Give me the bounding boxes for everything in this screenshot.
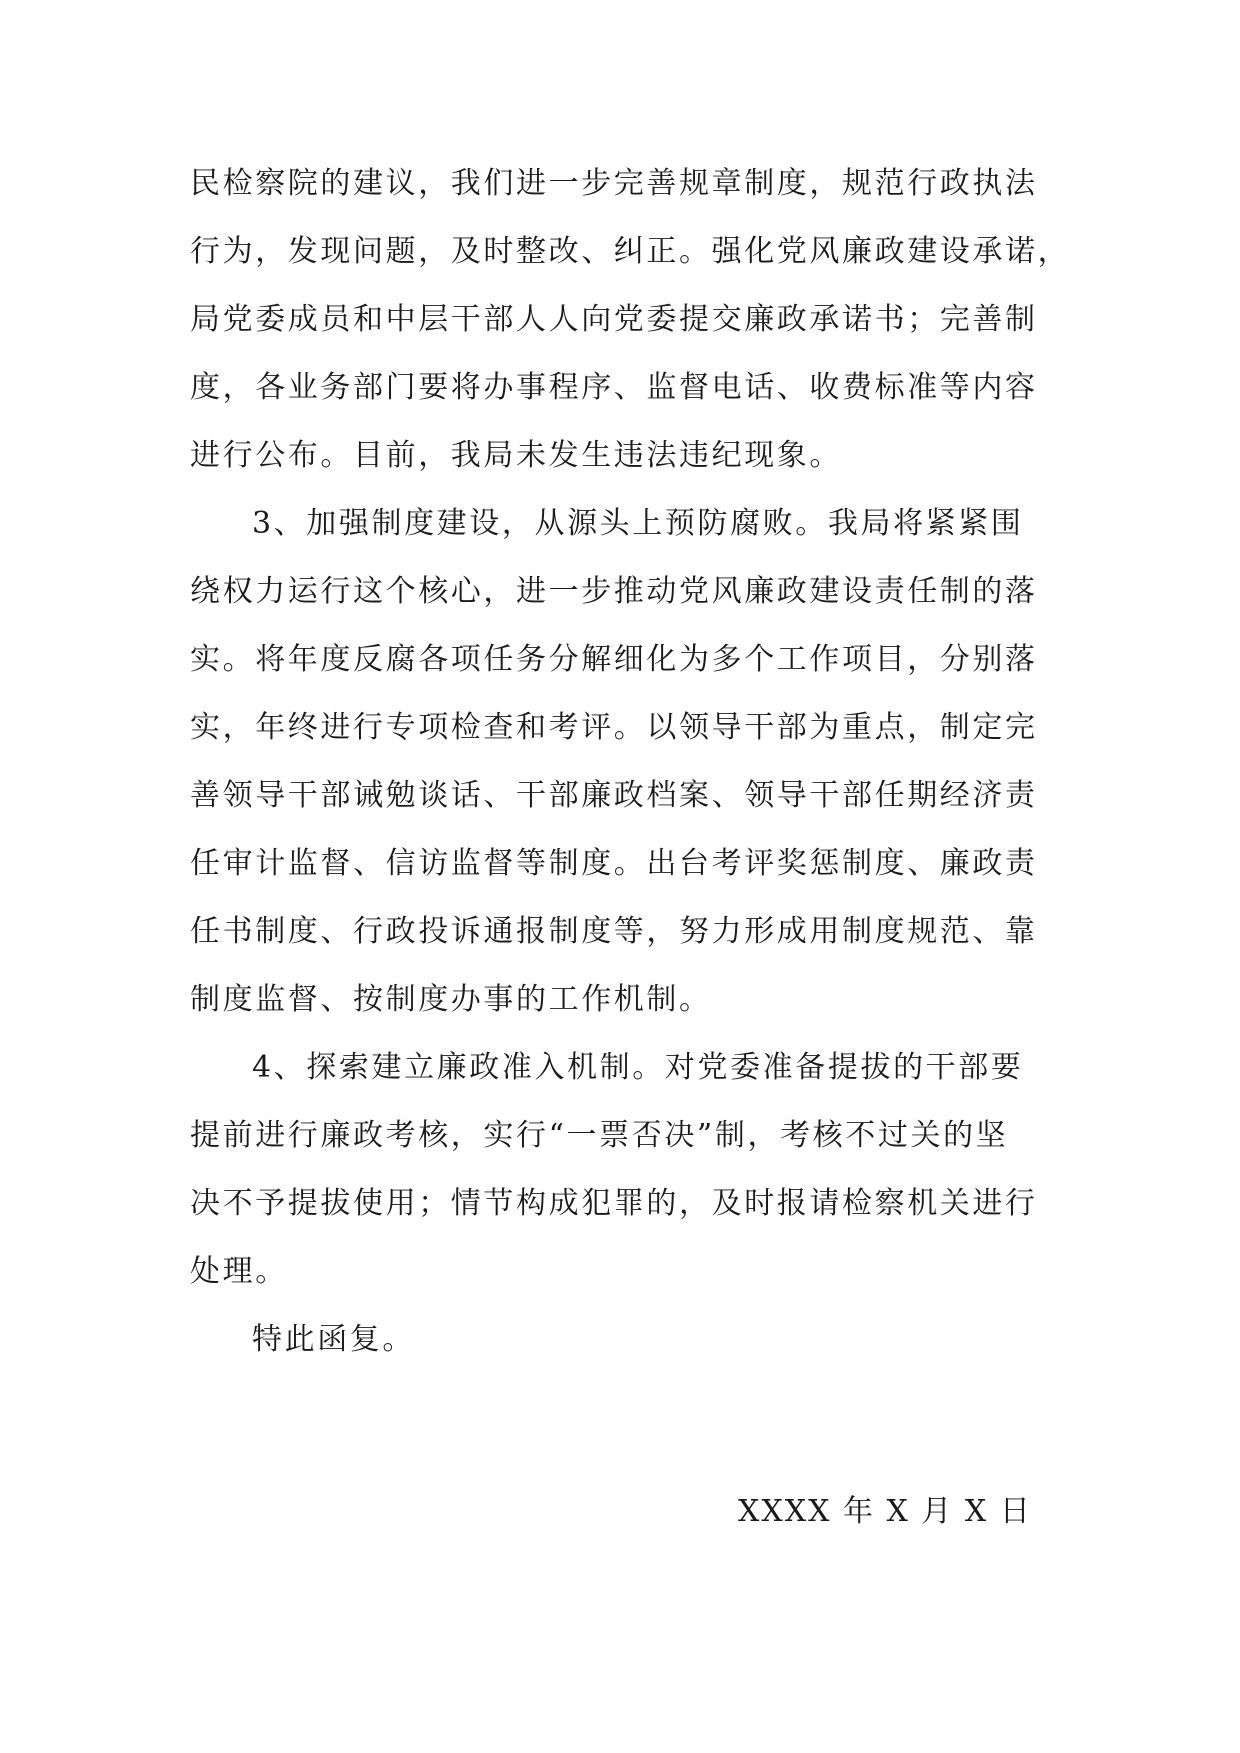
- text-line: 3、加强制度建设，从源头上预防腐败。我局将紧紧围: [252, 506, 1024, 541]
- text-line: 善领导干部诫勉谈话、干部廉政档案、领导干部任期经济责: [190, 778, 1038, 813]
- text-line: 实。将年度反腐各项任务分解细化为多个工作项目，分别落: [190, 642, 1038, 677]
- paragraph-closing: [190, 1306, 1050, 1374]
- text-line: 处理。: [190, 1254, 288, 1289]
- text-line: 绕权力运行这个核心，进一步推动党风廉政建设责任制的落: [190, 574, 1038, 609]
- text-line: 决不予提拔使用；情节构成犯罪的，及时报请检察机关进行: [190, 1186, 1038, 1221]
- paragraph-1: [190, 150, 1071, 490]
- text-line: 任审计监督、信访监督等制度。出台考评奖惩制度、廉政责: [190, 846, 1038, 881]
- paragraph-2: [190, 490, 1050, 1034]
- text-line: 行为，发现问题，及时整改、纠正。强化党风廉政建设承诺，: [190, 234, 1071, 269]
- document-date: XXXX 年 X 月 X 日: [738, 1494, 1032, 1529]
- text-line: 进行公布。目前，我局未发生违法违纪现象。: [190, 438, 842, 473]
- text-line: 局党委成员和中层干部人人向党委提交廉政承诺书；完善制: [190, 302, 1038, 337]
- text-line: 民检察院的建议，我们进一步完善规章制度，规范行政执法: [190, 166, 1038, 201]
- document-body: [190, 150, 1071, 1374]
- text-line: 度，各业务部门要将办事程序、监督电话、收费标准等内容: [190, 370, 1038, 405]
- paragraph-3: [190, 1034, 1050, 1306]
- text-line: 4、探索建立廉政准入机制。对党委准备提拔的干部要: [252, 1050, 1024, 1085]
- text-line: 实，年终进行专项检查和考评。以领导干部为重点，制定完: [190, 710, 1038, 745]
- text-line: 提前进行廉政考核，实行“一票否决”制，考核不过关的坚: [190, 1118, 1009, 1153]
- text-line: 任书制度、行政投诉通报制度等，努力形成用制度规范、靠: [190, 914, 1038, 949]
- text-line: 制度监督、按制度办事的工作机制。: [190, 982, 712, 1017]
- closing-line: 特此函复。: [252, 1322, 415, 1357]
